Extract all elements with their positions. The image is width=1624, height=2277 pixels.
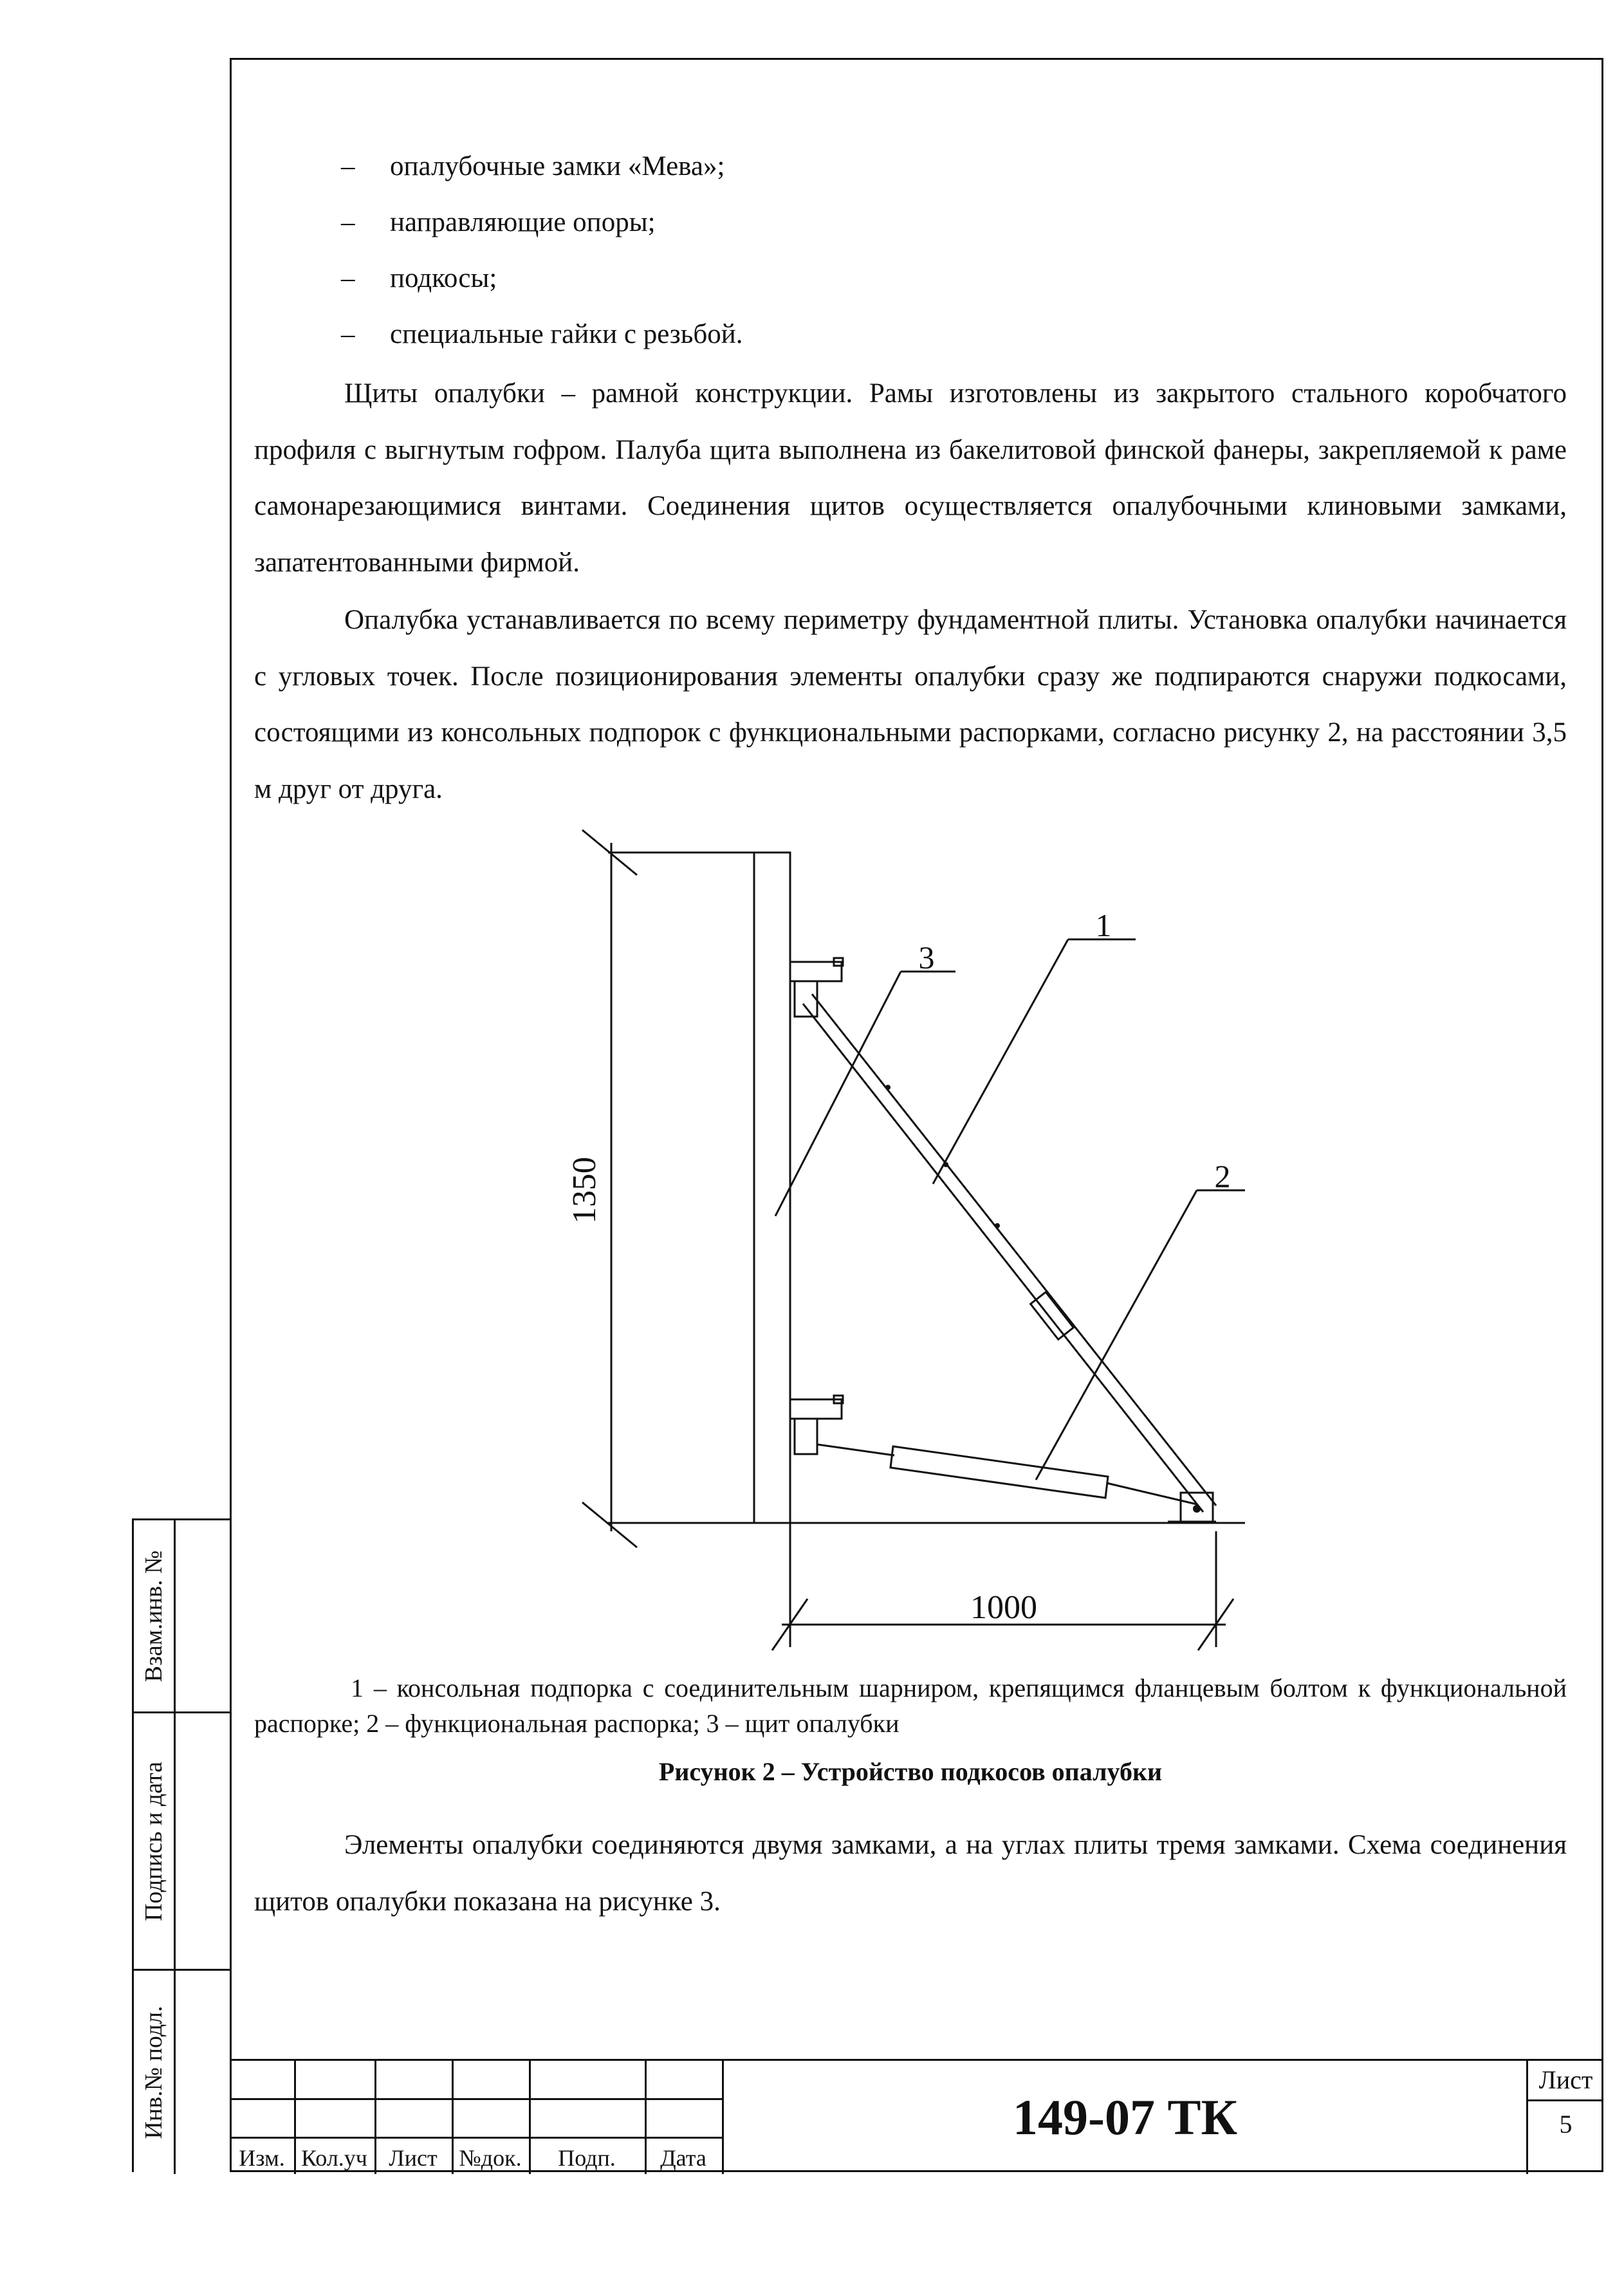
- callout-3: 3: [918, 939, 935, 975]
- column-podp: Подп.: [558, 2145, 616, 2171]
- revision-grid: [230, 2061, 722, 2174]
- dimension-height-label: 1350: [566, 1157, 603, 1224]
- column-list: Лист: [389, 2145, 438, 2171]
- sheet-label: Лист: [1528, 2061, 1603, 2101]
- side-cell-podpis: [134, 1713, 232, 1971]
- column-data: Дата: [660, 2145, 706, 2171]
- paragraph-formwork-panels: Щиты опалубки – рамной конструкции. Рамы изготовлены из закрытого стального коробчатого профиля с выгнутым гофром. Палуба щита выполнена из бакелитовой финской фанеры, закрепляемой к раме самонарезающимися винтами. Соединения щитов осуществляется опалубочными клиновыми замками, запатентованными фирмой.: [254, 378, 1567, 578]
- title-block: [230, 2059, 1603, 2172]
- list-item: – подкосы;: [341, 263, 497, 293]
- dimension-width-label: 1000: [970, 1589, 1037, 1626]
- column-kol-uch: Кол.уч: [301, 2145, 367, 2171]
- side-label-inv: Инв.№ подл.: [140, 2005, 167, 2139]
- paragraph-formwork-installation: Опалубка устанавливается по всему периметру фундаментной плиты. Установка опалубки начинается с угловых точек. После позиционирования элементы опалубки сразу же подпираются снаружи подкосами, состоящими из консольных подпорок с функциональными распорками, согласно рисунку 2, на расстоянии 3,5 м друг от друга.: [254, 605, 1567, 804]
- column-izm: Изм.: [239, 2145, 285, 2171]
- equipment-list: [341, 138, 743, 362]
- sheet-number: 5: [1559, 2110, 1573, 2139]
- side-cell-vzam: [134, 1520, 232, 1713]
- callout-1: 1: [1095, 907, 1112, 943]
- figure-title: Рисунок 2 – Устройство подкосов опалубки: [658, 1757, 1163, 1786]
- list-item: – опалубочные замки «Мева»;: [341, 151, 725, 181]
- side-stamp: [132, 1518, 230, 2172]
- figure-caption: 1 – консольная подпорка с соединительным шарниром, крепящимся фланцевым болтом к функциональной распорке; 2 – функциональная распорка; 3 – щит опалубки: [254, 1673, 1567, 1738]
- list-item: – направляющие опоры;: [341, 207, 656, 237]
- list-item: – специальные гайки с резьбой.: [341, 319, 743, 349]
- sheet-box: [1526, 2061, 1603, 2174]
- side-cell-inv: [134, 1971, 232, 2174]
- paragraph-formwork-locks: Элементы опалубки соединяются двумя замками, а на углах плиты тремя замками. Схема соединения щитов опалубки показана на рисунке 3.: [254, 1830, 1567, 1917]
- side-label-podpis: Подпись и дата: [140, 1761, 167, 1921]
- document-code: 149-07 ТК: [722, 2061, 1526, 2174]
- column-ndok: №док.: [459, 2145, 522, 2171]
- callout-2: 2: [1214, 1158, 1231, 1194]
- side-label-vzam: Взам.инв. №: [140, 1550, 167, 1682]
